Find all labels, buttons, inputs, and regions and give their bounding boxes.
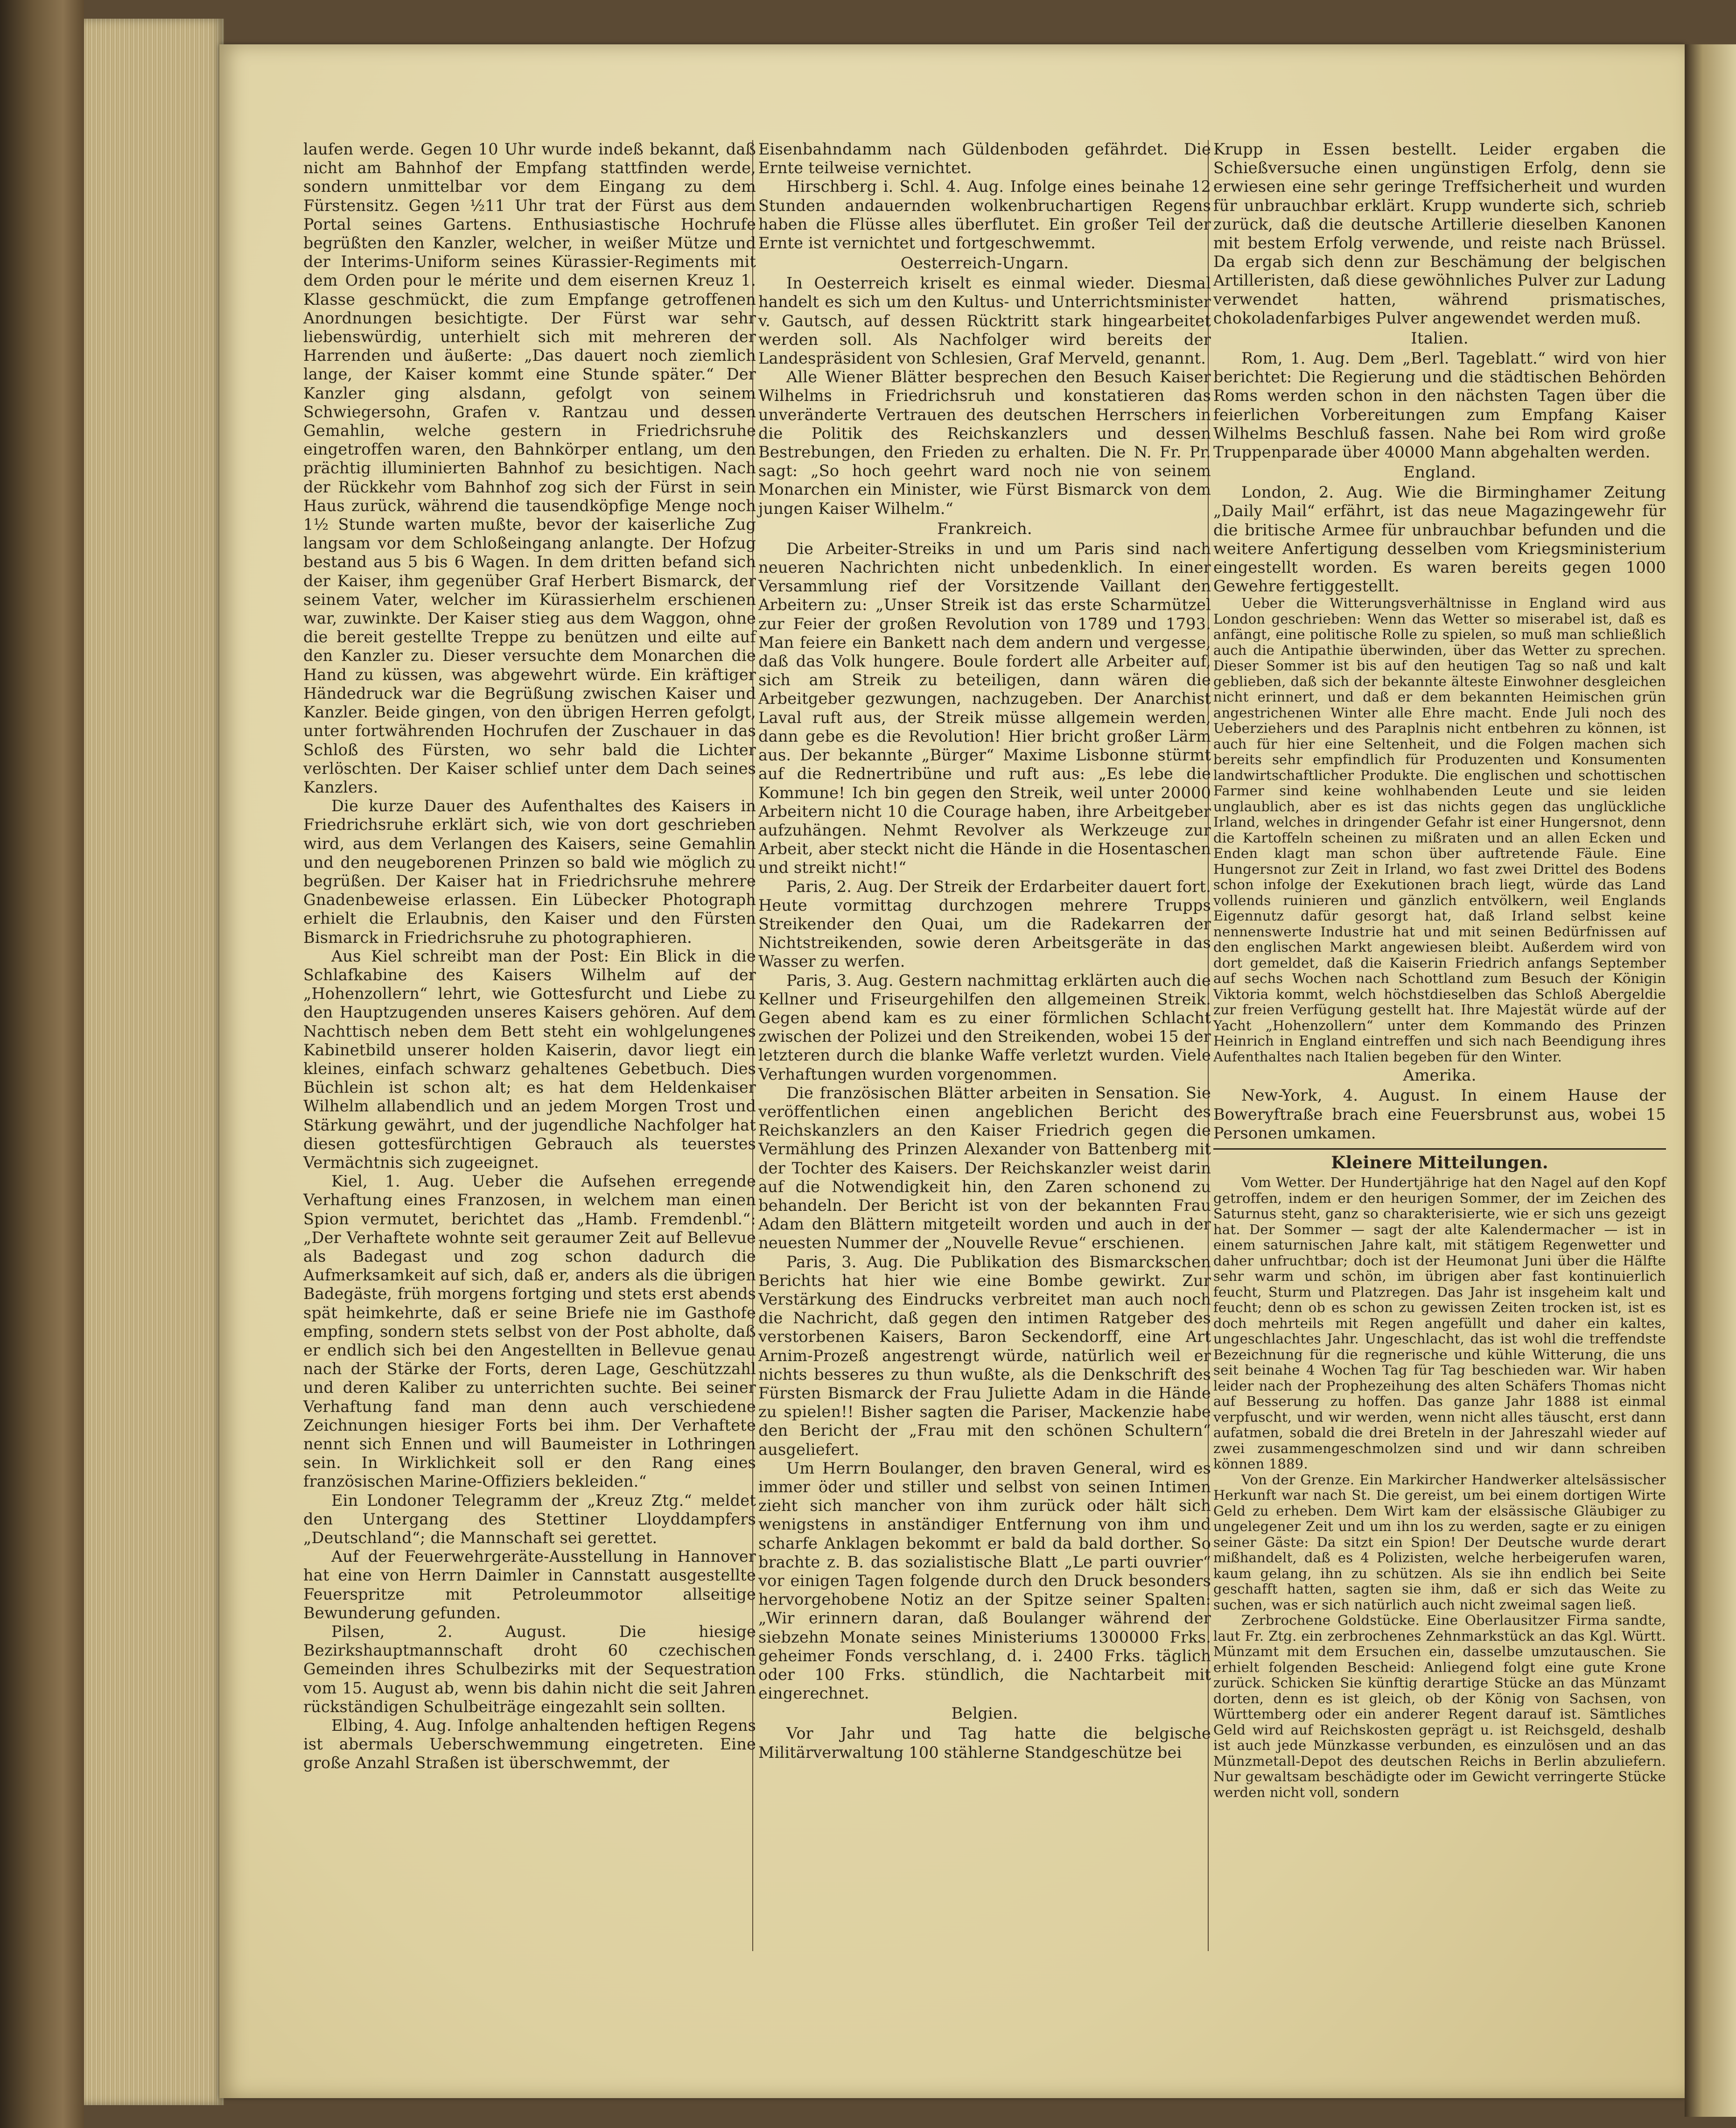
section-heading: Amerika. bbox=[1403, 1066, 1477, 1085]
book-binding bbox=[0, 0, 84, 2128]
paragraph: Rom, 1. Aug. Dem „Berl. Tageblatt.“ wird von hier berichtet: Die Regierung und die städtischen Behörden Roms werden schon in den nächsten Tagen über die feierlichen Vorbereitungen zum Empfang Kaiser Wilhelms Beschluß fassen. Nahe bei Rom wird große Truppenparade über 40000 Mann abgehalten werden. bbox=[1213, 349, 1666, 462]
paragraph: Vom Wetter. Der Hundertjährige hat den Nagel auf den Kopf getroffen, indem er den heurigen Sommer, der im Zeichen des Saturnus steht, ganz so charakterisierte, wie er sich uns gezeigt hat. Der Sommer — sagt der alte Kalendermacher — ist in einem saturnischen Jahre kalt, mit stätigem Regenwetter und daher unfruchtbar; doch ist der Heumonat Juni über die Hälfte sehr warm und schön, im übrigen aber fast kontinuierlich feucht, Sturm und Platzregen. Das Jahr ist insgeheim kalt und feucht; denn ob es schon zu gewissen Zeiten trocken ist, ist es doch mehrteils mit Regen angefüllt und daher ein kaltes, ungeschlachtes Jahr. Ungeschlacht, das ist wohl die treffendste Bezeichnung für die regnerische und kühle Witterung, die uns seit beinahe 4 Wochen Tag für Tag beschieden war. Wir haben leider nach der Prophezeihung des alten Schäfers Thomas nicht auf Besserung zu hoffen. Das ganze Jahr 1888 ist einmal verpfuscht, und wir werden, wenn nicht alles täuscht, erst dann aufatmen, sobald die drei Breteln in der Jahreszahl wieder auf zwei zusammengeschmolzen sind und wir dann schreiben können 1889. bbox=[1213, 1174, 1666, 1472]
paragraph: Aus Kiel schreibt man der Post: Ein Blick in die Schlafkabine des Kaisers Wilhelm auf der „Hohenzollern“ lehrt, wie Gottesfurcht und Liebe zu den Hauptzugenden unseres Kaisers gehören. Auf dem Nachttisch neben dem Bett steht ein wohlgelungenes Kabinetbild unserer holden Kaiserin, davor liegt ein kleines, einfach schwarz gehaltenes Gebetbuch. Dies Büchlein ist schon alt; es hat dem Heldenkaiser Wilhelm allabendlich und an jedem Morgen Trost und Stärkung gewährt, und der jugendliche Nachfolger hat diesen gottesfürchtigen Gebrauch als teuerstes Vermächtnis sich zugeeignet. bbox=[303, 947, 756, 1172]
paragraph: Eisenbahndamm nach Güldenboden gefährdet. Die Ernte teilweise vernichtet. bbox=[758, 140, 1211, 177]
section-heading-box: Kleinere Mitteilungen. bbox=[1213, 1148, 1666, 1172]
paragraph: Zerbrochene Goldstücke. Eine Oberlausitzer Firma sandte, laut Fr. Ztg. ein zerbrochenes Zehnmarkstück an das Kgl. Württ. Münzamt mit dem Ersuchen ein, dasselbe umzutauschen. Sie erhielt folgenden Bescheid: Anliegend folgt eine gute Krone zurück. Schicken Sie künftig derartige Stücke an das Münzamt dorten, denn es ist gleich, ob der König von Sachsen, von Württemberg oder ein anderer Regent darauf ist. Sämtliches Geld wird auf Reichskosten geprägt u. ist Reichsgeld, deshalb ist auch jede Münzkasse verbunden, es einzulösen und an das Münzmetall-Depot des deutschen Reichs in Berlin abzuliefern. Nur gewaltsam beschädigte oder im Gewicht verringerte Stücke werden nicht voll, sondern bbox=[1213, 1612, 1666, 1800]
section-heading: Frankreich. bbox=[937, 519, 1032, 538]
paragraph: Die kurze Dauer des Aufenthaltes des Kaisers in Friedrichsruhe erklärt sich, wie von dort geschrieben wird, aus dem Verlangen des Kaisers, seine Gemahlin und den neugeborenen Prinzen so bald wie möglich zu begrüßen. Der Kaiser hat in Friedrichsruhe mehrere Gnadenbeweise erlassen. Ein Lübecker Photograph erhielt die Erlaubnis, den Kaiser und den Fürsten Bismarck in Friedrichsruhe zu photographieren. bbox=[303, 797, 756, 947]
paragraph: Elbing, 4. Aug. Infolge anhaltenden heftigen Regens ist abermals Ueberschwemmung eingetreten. Eine große Anzahl Straßen ist überschwemmt, der bbox=[303, 1716, 756, 1772]
section-heading: England. bbox=[1403, 463, 1476, 482]
paragraph: Von der Grenze. Ein Markircher Handwerker altelsässischer Herkunft war nach St. Die gereist, um bei einem dortigen Wirte Geld zu erheben. Dem Wirt kam der elsässische Gläubiger zu ungelegener Zeit und um ihn los zu werden, sagte er zu einigen seiner Gäste: Da sitzt ein Spion! Der Deutsche wurde derart mißhandelt, daß es 4 Polizisten, welche herbeigerufen waren, kaum gelang, ihn zu schützen. Als sie ihn endlich bei Seite geschafft hatten, sagten sie ihm, daß er sich das Weite zu suchen, was er sich natürlich auch nicht zweimal sagen ließ. bbox=[1213, 1471, 1666, 1613]
column-1 bbox=[303, 140, 756, 1773]
paragraph: Kiel, 1. Aug. Ueber die Aufsehen erregende Verhaftung eines Franzosen, in welchem man einen Spion vermutet, berichtet das „Hamb. Fremdenbl.“: „Der Verhaftete wohnte seit geraumer Zeit auf Bellevue als Badegast und zog schon dadurch die Aufmerksamkeit auf sich, daß er, anders als die übrigen Badegäste, früh morgens fortging und stets erst abends spät heimkehrte, daß er seine Briefe nie im Gasthofe empfing, sondern stets selbst von der Post abholte, daß er endlich sich bei den Angestellten in Bellevue genau nach der Stärke der Forts, deren Lage, Geschützzahl und deren Kaliber zu unterrichten suchte. Bei seiner Verhaftung fand man denn auch verschiedene Zeichnungen hiesiger Forts bei ihm. Der Verhaftete nennt sich Ennen und will Baumeister in Lothringen sein. In Wirklichkeit soll er den Rang eines französischen Marine-Offiziers bekleiden.“ bbox=[303, 1172, 756, 1491]
paragraph: Auf der Feuerwehrgeräte-Ausstellung in Hannover hat eine von Herrn Daimler in Cannstatt ausgestellte Feuerspritze mit Petroleummotor allseitige Bewunderung gefunden. bbox=[303, 1547, 756, 1622]
paragraph: Paris, 3. Aug. Die Publikation des Bismarckschen Berichts hat hier wie eine Bombe gewirkt. Zur Verstärkung des Eindrucks verbreitet man auch noch die Nachricht, daß gegen den intimen Ratgeber des verstorbenen Kaisers, Baron Seckendorff, eine Art Arnim-Prozeß angestrengt würde, natürlich weil er nichts besseres zu thun wußte, als die Denkschrift des Fürsten Bismarck der Frau Juliette Adam in die Hände zu spielen!! Bisher sagten die Pariser, Mackenzie habe den Bericht der „Frau mit den schönen Schultern“ ausgeliefert. bbox=[758, 1252, 1211, 1459]
paragraph: Alle Wiener Blätter besprechen den Besuch Kaiser Wilhelms in Friedrichsruh und konstatieren das unveränderte Vertrauen des deutschen Herrschers in die Politik des Reichskanzlers und dessen Bestrebungen, den Frieden zu erhalten. Die N. Fr. Pr. sagt: „So hoch geehrt ward noch nie von seinem Monarchen ein Minister, wie Fürst Bismarck von dem jungen Kaiser Wilhelm.“ bbox=[758, 368, 1211, 518]
paragraph: Ueber die Witterungsverhältnisse in England wird aus London geschrieben: Wenn das Wetter so miserabel ist, daß es anfängt, eine politische Rolle zu spielen, so muß man schließlich auch die Antipathie überwinden, über das Wetter zu sprechen. Dieser Sommer ist bis auf den heutigen Tag so naß und kalt geblieben, daß sich der bekannte älteste Einwohner desgleichen nicht erinnert, und daß er dem bekannten Heimischen grün angestrichenen Winter alle Ehre macht. Ende Juli noch des Ueberziehers und des Paraplnis nicht entbehren zu können, ist auch für hier eine Seltenheit, und die Folgen machen sich bereits sehr empfindlich für Produzenten und Konsumenten landwirtschaftlicher Produkte. Die englischen und schottischen Farmer sind keine wohlhabenden Leute und sie leiden unglaublich, aber es ist das nichts gegen das unglückliche Irland, welches in dringender Gefahr ist einer Hungersnot, denn die Kartoffeln scheinen zu mißraten und an allen Ecken und Enden klagt man schon über auftretende Fäule. Eine Hungersnot zur Zeit in Irland, wo fast zwei Drittel des Bodens schon infolge der Exekutionen brach liegt, würde das Land vollends ruinieren und gänzlich entvölkern, weil Englands Eigennutz dafür gesorgt hat, daß Irland selbst keine nennenswerte Industrie hat und mit seinen Bedürfnissen auf den englischen Markt angewiesen bleibt. Außerdem wird von dort gemeldet, daß die Kaiserin Friedrich anfangs September auf sechs Wochen nach Schottland zum Besuch der Königin Viktoria kommt, welch höchstdieselben das Schloß Abergeldie zur freien Verfügung gestellt hat. Ihre Majestät würde auf der Yacht „Hohenzollern“ unter dem Kommando des Prinzen Heinrich in England eintreffen und sich nach Beendigung ihres Aufenthaltes nach Italien begeben für den Winter. bbox=[1213, 595, 1666, 1065]
section-heading: Belgien. bbox=[951, 1704, 1018, 1723]
paragraph: Paris, 2. Aug. Der Streik der Erdarbeiter dauert fort. Heute vormittag durchzogen mehrere Trupps Streikender den Quai, um die Radekarren der Nichtstreikenden, sowie deren Arbeitsgeräte in das Wasser zu werfen. bbox=[758, 877, 1211, 971]
next-page-edge bbox=[1685, 44, 1736, 2117]
paragraph: New-York, 4. August. In einem Hause der Boweryftraße brach eine Feuersbrunst aus, wobei 15 Personen umkamen. bbox=[1213, 1086, 1666, 1142]
page-edges bbox=[84, 19, 224, 2105]
paragraph: Um Herrn Boulanger, den braven General, wird es immer öder und stiller und selbst von seinen Intimen zieht sich mancher von ihm zurück oder hält sich wenigstens in anständiger Entfernung von ihm und scharfe Anklagen bekommt er bald da bald dorther. So brachte z. B. das sozialistische Blatt „Le parti ouvrier“ vor einigen Tagen folgende durch den Druck besonders hervorgehobene Notiz an der Spitze seiner Spalten: „Wir erinnern daran, daß Boulanger während der siebzehn Monate seines Ministeriums 1300000 Frks. geheimer Fonds verschlang, d. i. 2400 Frks. täglich oder 100 Frks. stündlich, die Nachtarbeit mit eingerechnet. bbox=[758, 1459, 1211, 1703]
paragraph: Krupp in Essen bestellt. Leider ergaben die Schießversuche einen ungünstigen Erfolg, denn sie erwiesen eine sehr geringe Treffsicherheit und wurden für unbrauchbar erklärt. Krupp wunderte sich, schrieb zurück, daß die deutsche Artillerie dieselben Kanonen mit bestem Erfolg verwende, und reiste nach Brüssel. Da ergab sich denn zur Beschämung der belgischen Artilleristen, daß diese gewöhnliches Pulver zur Ladung verwendet hatten, während prismatisches, chokoladenfarbiges Pulver angewendet werden muß. bbox=[1213, 140, 1666, 327]
section-heading: Oesterreich-Ungarn. bbox=[900, 254, 1069, 273]
paragraph: Paris, 3. Aug. Gestern nachmittag erklärten auch die Kellner und Friseurgehilfen den allgemeinen Streik. Gegen abend kam es zu einer förmlichen Schlacht zwischen der Polizei und den Streikenden, wobei 15 der letzteren durch die blanke Waffe verletzt wurden. Viele Verhaftungen wurden vorgenommen. bbox=[758, 971, 1211, 1083]
paragraph: Die französischen Blätter arbeiten in Sensation. Sie veröffentlichen einen angeblichen Bericht des Reichskanzlers an den Kaiser Friedrich gegen die Vermählung des Prinzen Alexander von Battenberg mit der Tochter des Kaisers. Der Reichskanzler weist darin auf die Notwendigkeit hin, den Zaren schonend zu behandeln. Der Bericht ist von der bekannten Frau Adam den Blättern mitgeteilt worden und auch in der neuesten Nummer der „Nouvelle Revue“ erschienen. bbox=[758, 1083, 1211, 1252]
paragraph: Vor Jahr und Tag hatte die belgische Militärverwaltung 100 stählerne Standgeschütze bei bbox=[758, 1724, 1211, 1762]
paragraph: Pilsen, 2. August. Die hiesige Bezirkshauptmannschaft droht 60 czechischen Gemeinden ihres Schulbezirks mit der Sequestration vom 15. August ab, wenn bis dahin nicht die seit Jahren rückständigen Schulbeiträge eingezahlt sein sollten. bbox=[303, 1622, 756, 1716]
paragraph: Ein Londoner Telegramm der „Kreuz Ztg.“ meldet den Untergang des Stettiner Lloyddampfers „Deutschland“; die Mannschaft sei gerettet. bbox=[303, 1491, 756, 1547]
paragraph: laufen werde. Gegen 10 Uhr wurde indeß bekannt, daß nicht am Bahnhof der Empfang stattfinden werde, sondern unmittelbar vor dem Eingang zu dem Fürstensitz. Gegen ½11 Uhr trat der Fürst aus dem Portal seines Gartens. Enthusiastische Hochrufe begrüßten den Kanzler, welcher, in weißer Mütze und der Interims-Uniform seines Kürassier-Regiments mit dem Orden pour le mérite und dem eisernen Kreuz 1. Klasse geschmückt, die zum Empfange getroffenen Anordnungen besichtigte. Der Fürst war sehr liebenswürdig, unterhielt sich mit mehreren der Harrenden und äußerte: „Das dauert noch ziemlich lange, der Kaiser kommt eine Stunde später.“ Der Kanzler ging alsdann, gefolgt von seinem Schwiegersohn, Grafen v. Rantzau und dessen Gemahlin, welche gestern in Friedrichsruhe eingetroffen waren, den Bahnkörper entlang, um den prächtig illuminierten Bahnhof zu besichtigen. Nach der Rückkehr vom Bahnhof zog sich der Fürst in sein Haus zurück, während die tausendköpfige Menge noch 1½ Stunde warten mußte, bevor der kaiserliche Zug langsam vor dem Schloßeingang anlangte. Der Hofzug bestand aus 5 bis 6 Wagen. In dem dritten befand sich der Kaiser, ihm gegenüber Graf Herbert Bismarck, der seinem Vater, welcher im Kürassierhelm erschienen war, zuwinkte. Der Kaiser stieg aus dem Waggon, ohne die bereit gestellte Treppe zu benützen und eilte auf den Kanzler zu. Dieser versuchte dem Monarchen die Hand zu küssen, was abgewehrt würde. Ein kräftiger Händedruck war die Begrüßung zwischen Kaiser und Kanzler. Beide gingen, von den übrigen Herren gefolgt, unter fortwährenden Hochrufen der Zuschauer in das Schloß des Fürsten, wo sehr bald die Lichter verlöschten. Der Kaiser schlief unter dem Dach seines Kanzlers. bbox=[303, 140, 756, 796]
paragraph: Hirschberg i. Schl. 4. Aug. Infolge eines beinahe 12 Stunden andauernden wolkenbruchartigen Regens haben die Flüsse alles überflutet. Ein großer Teil der Ernte ist vernichtet und fortgeschwemmt. bbox=[758, 177, 1211, 253]
paragraph: Die Arbeiter-Streiks in und um Paris sind nach neueren Nachrichten nicht unbedenklich. In einer Versammlung rief der Vorsitzende Vaillant den Arbeitern zu: „Unser Streik ist das erste Scharmützel zur Feier der großen Revolution von 1789 und 1793. Man feiere ein Bankett nach dem andern und vergesse, daß das Volk hungere. Boule fordert alle Arbeiter auf, sich am Streik zu beteiligen, dann wären die Arbeitgeber gezwungen, nachzugeben. Der Anarchist Laval ruft aus, der Streik müsse allgemein werden, dann gebe es die Revolution! Hier bricht großer Lärm aus. Der bekannte „Bürger“ Maxime Lisbonne stürmt auf die Rednertribüne und ruft aus: „Es lebe die Kommune! Ich bin gegen den Streik, weil unter 20000 Arbeitern nicht 10 die Courage haben, ihre Arbeitgeber aufzuhängen. Nehmt Revolver als Werkzeuge zur Arbeit, aber steckt nicht die Hände in die Hosentaschen und streikt nicht!“ bbox=[758, 539, 1211, 877]
paragraph: London, 2. Aug. Wie die Birminghamer Zeitung „Daily Mail“ erfährt, ist das neue Magazingewehr für die britische Armee für unbrauchbar befunden und die weitere Anfertigung desselben vom Kriegsministerium eingestellt worden. Es waren bereits gegen 1000 Gewehre fertiggestellt. bbox=[1213, 483, 1666, 596]
paragraph: In Oesterreich kriselt es einmal wieder. Diesmal handelt es sich um den Kultus- und Unterrichtsminister v. Gautsch, auf dessen Rücktritt stark hingearbeitet werden soll. Als Nachfolger wird bereits der Landespräsident von Schlesien, Graf Merveld, genannt. bbox=[758, 274, 1211, 368]
column-3 bbox=[1213, 140, 1666, 1800]
section-heading: Italien. bbox=[1411, 329, 1469, 348]
column-2 bbox=[758, 140, 1211, 1762]
